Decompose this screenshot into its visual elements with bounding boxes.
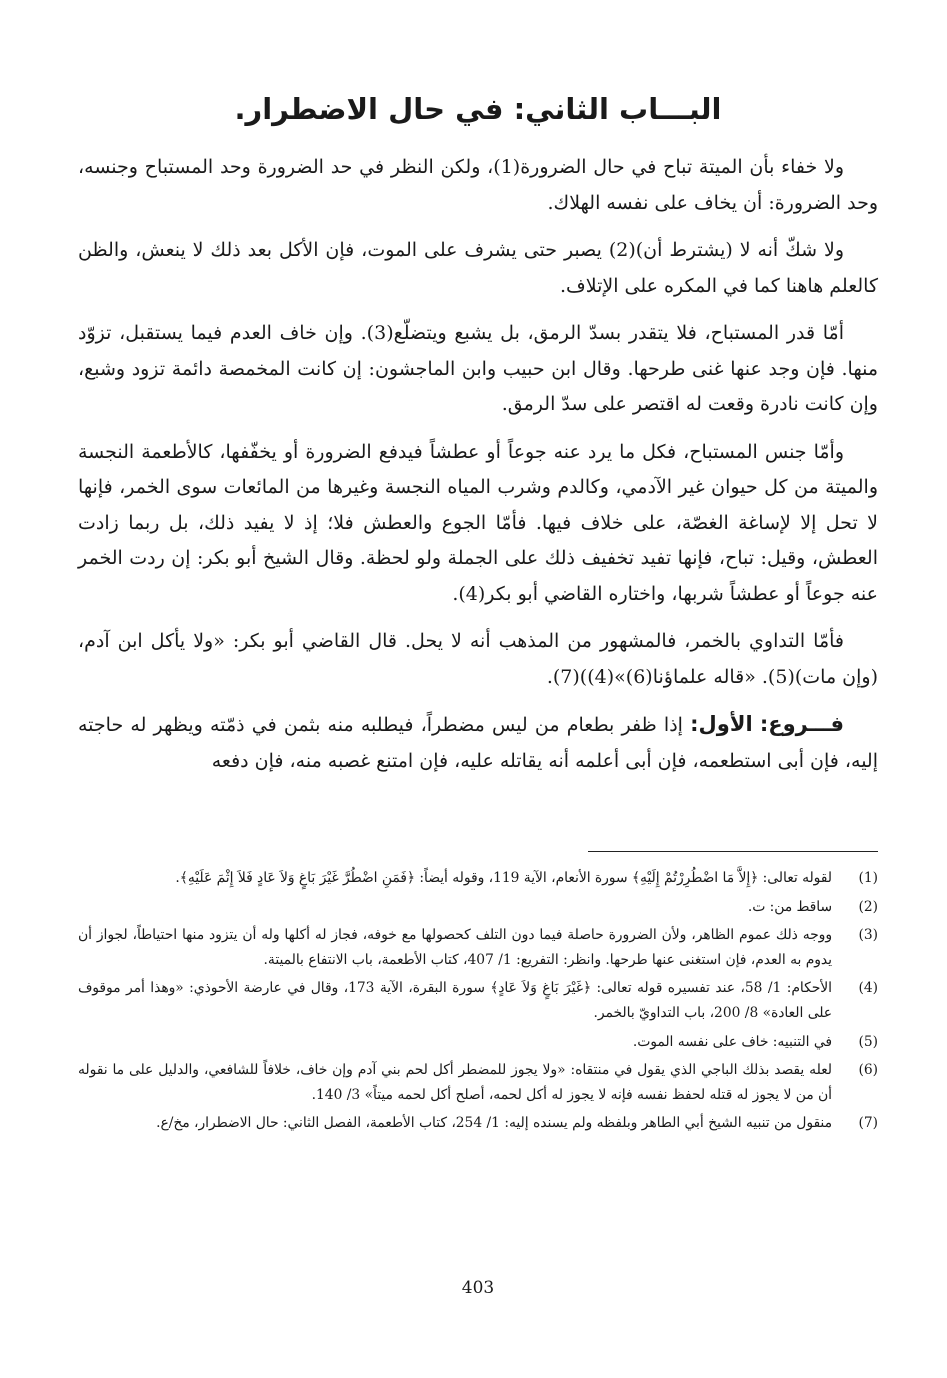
footnote-number: (4) xyxy=(858,980,878,997)
footnote-text: لقوله تعالى: ﴿إِلاَّ مَا اضْطُرِرْتُمْ إِلَيْهِ﴾ سورة الأنعام، الآية 119، وقوله أيضاً: ﴿فَمَنِ اضْطُرَّ غَيْرَ بَاغٍ وَلاَ عَادٍ فَلاَ إِثْمَ عَلَيْهِ﴾. xyxy=(175,870,832,886)
footnote-number: (1) xyxy=(858,870,878,886)
footnote xyxy=(78,1111,878,1136)
footnote-number: (2) xyxy=(858,898,878,915)
footnote-text: ووجه ذلك عموم الظاهر، ولأن الضرورة حاصلة فيما دون التلف كحصولها مع خوفه، فجاز له أكلها وله أن يتزود منها احتياطاً، لجواز أن يدوم به العدم، فإن استغنى عنها طرحها. وانظر: التفريع: 1/ 407، كتاب الأطعمة، باب الانتفاع بالميتة. xyxy=(78,927,832,968)
main-text xyxy=(78,150,878,791)
footnote-number: (3) xyxy=(858,927,878,944)
paragraph: ولا خفاء بأن الميتة تباح في حال الضرورة(1)، ولكن النظر في حد الضرورة وحد المستباح وجنسه، وحد الضرورة: أن يخاف على نفسه الهلاك. xyxy=(78,156,878,214)
footnote xyxy=(78,1058,878,1107)
paragraph: ولا شكّ أنه لا (يشترط أن)(2) يصبر حتى يشرف على الموت، فإن الأكل بعد ذلك لا ينعش، والظن كالعلم هاهنا كما في المكره على الإتلاف. xyxy=(78,239,878,297)
footnote xyxy=(78,895,878,920)
furu-paragraph xyxy=(78,707,878,779)
footnote-text: لعله يقصد بذلك الباجي الذي يقول في منتقاه: «ولا يجوز للمضطر أكل لحم بني آدم وإن خاف، خلافاً للشافعي، والدليل على ما نقوله أن من لا يجوز له قتله لحفظ نفسه فإنه لا يجوز له أكل لحمه، أصلح أكل لحمه ميتاً» 3/ 140. xyxy=(78,1062,832,1103)
footnote xyxy=(78,923,878,972)
footnote-number: (5) xyxy=(858,1033,878,1050)
footnotes xyxy=(78,866,878,1140)
footnote xyxy=(78,1030,878,1055)
footnote xyxy=(78,976,878,1025)
footnote-text: منقول من تنبيه الشيخ أبي الطاهر وبلفظه ولم يسنده إليه: 1/ 254، كتاب الأطعمة، الفصل الثاني: حال الاضطرار، مخ/ع. xyxy=(156,1115,832,1132)
footnote-number: (6) xyxy=(858,1062,878,1079)
furu-text: إذا ظفر بطعام من ليس مضطراً، فيطلبه منه بثمن في ذمّته ويظهر له حاجته إليه، فإن أبى استطعمه، فإن أبى أعلمه أنه يقاتله عليه، فإن امتنع غصبه منه، فإن دفعه xyxy=(78,714,878,772)
footnote xyxy=(78,866,878,891)
footnote-text: الأحكام: 1/ 58، عند تفسيره قوله تعالى: ﴿غَيْرَ بَاغٍ وَلاَ عَادٍ﴾ سورة البقرة، الآية 173، وقال في عارضة الأحوذي: «وهذا أمر موقوف على العادة» 8/ 200، باب التداويّ بالخمر. xyxy=(78,980,832,1021)
paragraph: أمّا قدر المستباح، فلا يتقدر بسدّ الرمق، بل يشبع ويتضلّع(3). وإن خاف العدم فيما يستقبل، تزوّد منها. فإن وجد عنها غنى طرحها. وقال ابن حبيب وابن الماجشون: إن كانت المخمصة دائمة تزود وشبع، وإن كانت نادرة وقعت له اقتصر على سدّ الرمق. xyxy=(78,322,878,415)
paragraph: فأمّا التداوي بالخمر، فالمشهور من المذهب أنه لا يحل. قال القاضي أبو بكر: «ولا يأكل ابن آدم، (وإن مات)(5). «قاله علماؤنا(6)»(4))(7). xyxy=(78,630,878,688)
footnote-number: (7) xyxy=(858,1115,878,1132)
furu-first-label: الأول: xyxy=(690,712,753,736)
footnote-divider xyxy=(588,851,878,852)
document-page xyxy=(78,0,878,1378)
chapter-title: البـــاب الثاني: في حال الاضطرار. xyxy=(234,92,722,126)
paragraph: وأمّا جنس المستباح، فكل ما يرد عنه جوعاً أو عطشاً فيدفع الضرورة أو يخفّفها، كالأطعمة النجسة والميتة من كل حيوان غير الآدمي، وكالدم وشرب المياه النجسة وغيرها من المائعات سوى الخمر، فإنها لا تحل إلا لإساغة الغصّة، على خلاف فيها. فأمّا الجوع والعطش فلا؛ إذ لا يفيد ذلك، بل ربما زادت العطش، وقيل: تباح، فإنها تفيد تخفيف ذلك على الجملة ولو لحظة. وقال الشيخ أبو بكر: إن ردت الخمر عنه جوعاً أو عطشاً شربها، واختاره القاضي أبو بكر(4). xyxy=(78,440,878,605)
furu-heading: فـــروع: xyxy=(759,712,845,736)
page-number: 403 xyxy=(461,1278,495,1298)
footnote-text: في التنبيه: خاف على نفسه الموت. xyxy=(632,1033,832,1050)
footnote-text: ساقط من: ت. xyxy=(747,898,832,915)
